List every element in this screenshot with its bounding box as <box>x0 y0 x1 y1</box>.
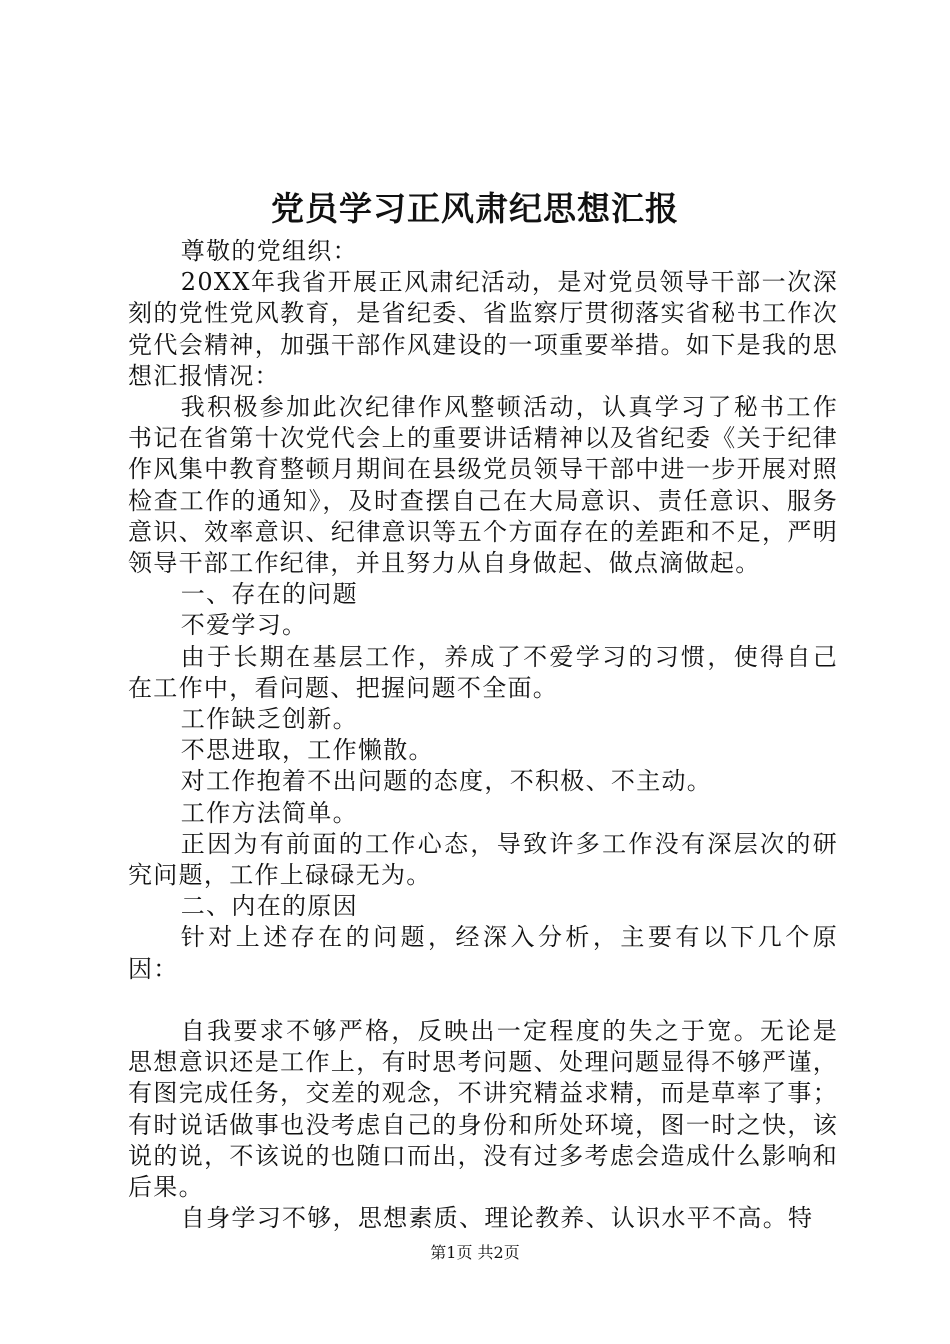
paragraph-intro: 20XX年我省开展正风肃纪活动，是对党员领导干部一次深刻的党性党风教育，是省纪委、省监察厅贯彻落实省秘书工作次党代会精神，加强干部作风建设的一项重要举措。如下是我的思想汇报情况： <box>128 268 838 390</box>
problem-detail: 由于长期在基层工作，养成了不爱学习的习惯，使得自己在工作中，看问题、把握问题不全面。 <box>128 642 838 702</box>
problem-item: 工作缺乏创新。 <box>180 705 358 734</box>
problem-detail: 对工作抱着不出问题的态度，不积极、不主动。 <box>180 767 713 796</box>
problem-detail: 正因为有前面的工作心态，导致许多工作没有深层次的研究问题，工作上碌碌无为。 <box>128 829 838 890</box>
paragraph-activity: 我积极参加此次纪律作风整顿活动，认真学习了秘书工作书记在省第十次党代会上的重要讲话精神以及省纪委《关于纪律作风集中教育整顿月期间在县级党员领导干部中进一步开展对照检查工作的通知》，及时查摆自己在大局意识、责任意识、服务意识、效率意识、纪律意识等五个方面存在的差距和不足，严明领导干部工作纪律，并且努力从自身做起、做点滴做起。 <box>128 393 838 578</box>
cause-detail: 自身学习不够，思想素质、理论教养、认识水平不高。特 <box>180 1204 814 1233</box>
section-heading-problems: 一、存在的问题 <box>180 580 358 609</box>
problem-detail: 不思进取，工作懒散。 <box>180 736 434 765</box>
page-footer: 第1页 共2页 <box>430 1243 520 1262</box>
document-title: 党员学习正风肃纪思想汇报 <box>271 189 679 228</box>
problem-item: 不爱学习。 <box>180 611 308 640</box>
cause-detail: 自我要求不够严格，反映出一定程度的失之于宽。无论是思想意识还是工作上，有时思考问题、处理问题显得不够严谨，有图完成任务，交差的观念，不讲究精益求精，而是草率了事；有时说话做事也没考虑自己的身份和所处环境，图一时之快，该说的说，不该说的也随口而出，没有过多考虑会造成什么影响和后果。 <box>128 1017 838 1202</box>
section-heading-causes: 二、内在的原因 <box>180 892 358 921</box>
blank-line <box>128 985 838 1016</box>
problem-item: 工作方法简单。 <box>180 798 358 827</box>
salutation: 尊敬的党组织： <box>180 237 358 265</box>
document-body <box>128 236 838 1234</box>
causes-intro: 针对上述存在的问题，经深入分析，主要有以下几个原因： <box>128 923 838 983</box>
